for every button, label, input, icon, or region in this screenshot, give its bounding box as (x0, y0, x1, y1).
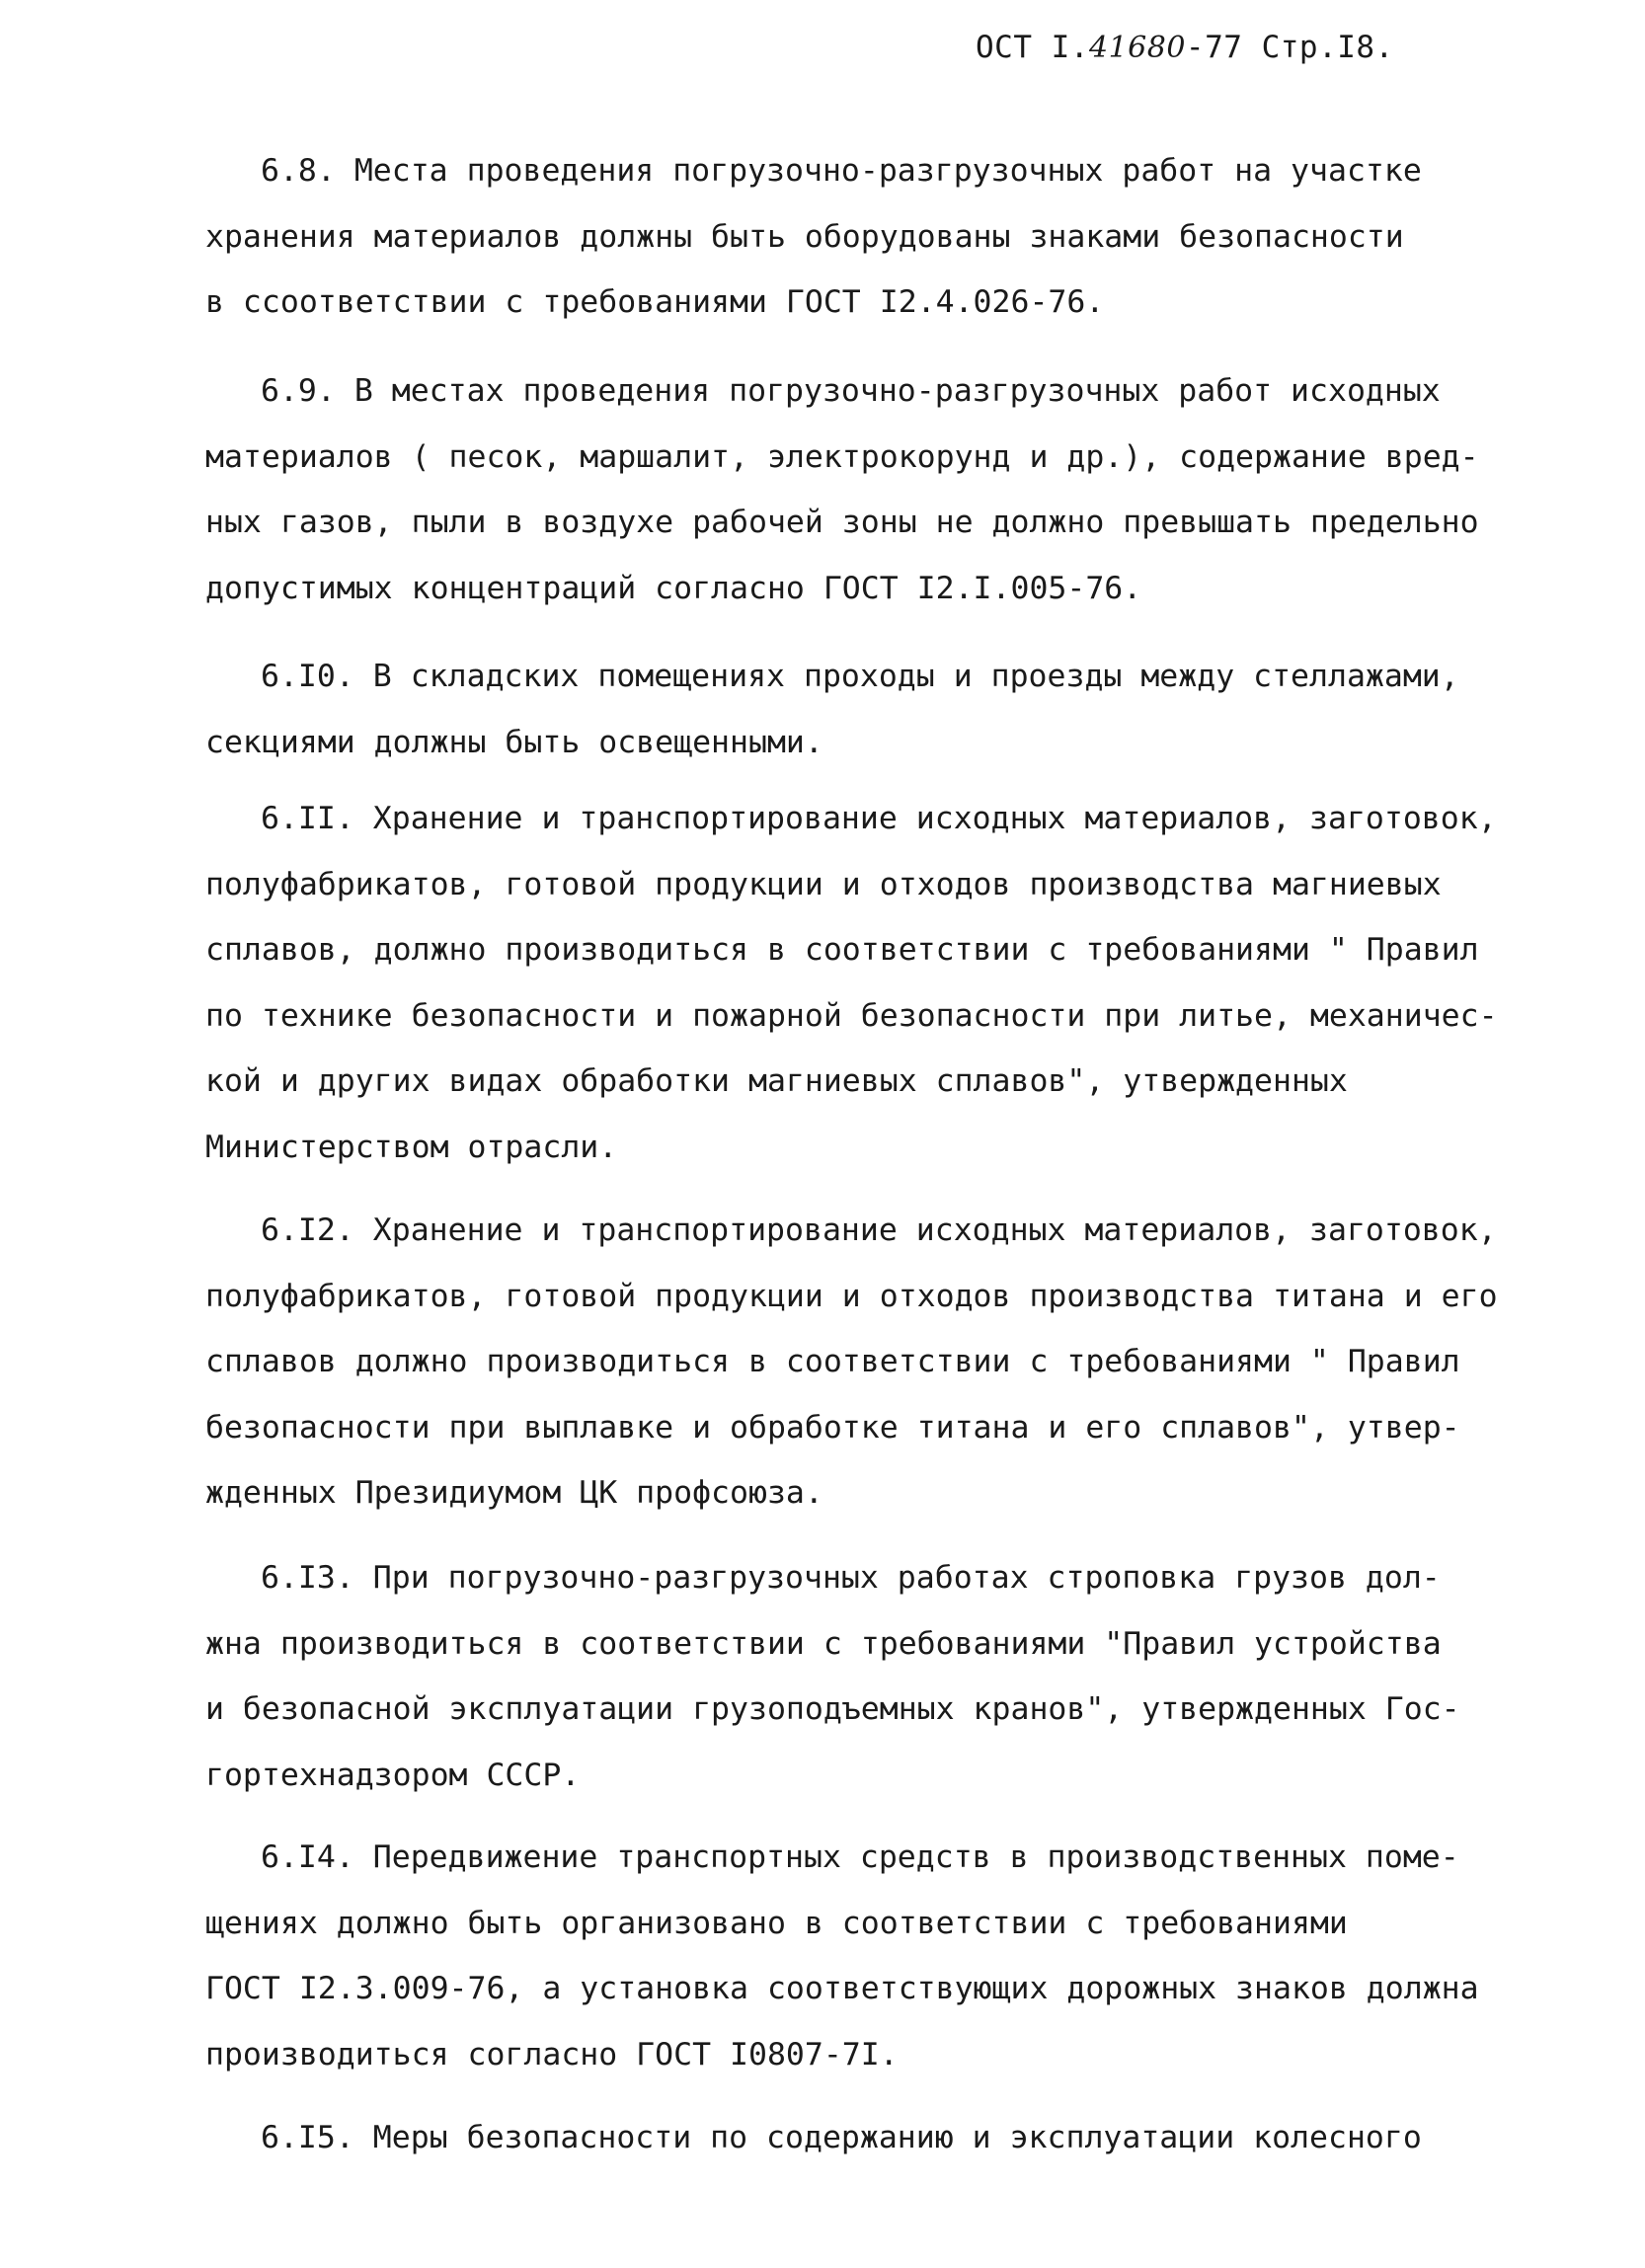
text-line: 6.9. В местах проведения погрузочно-разгрузочных работ исходных (261, 373, 1441, 409)
text-line: жденных Президиумом ЦК профсоюза. (205, 1475, 823, 1511)
text-line: сплавов должно производиться в соответствии с требованиями " Правил (205, 1344, 1460, 1379)
paragraph-6-15 (205, 2105, 1422, 2171)
paragraph-6-11 (205, 786, 1498, 1180)
text-line: Министерством отрасли. (205, 1129, 618, 1165)
text-line: жна производиться в соответствии с требованиями "Правил устройства (205, 1625, 1442, 1662)
text-line: допустимых концентраций согласно ГОСТ I2.I.005-76. (205, 570, 1142, 606)
text-line: 6.I0. В складских помещениях проходы и проезды между стеллажами, (261, 659, 1459, 694)
paragraph-6-13 (205, 1545, 1460, 1808)
page-header (976, 30, 1394, 65)
handwritten-standard-number: 41680 (1088, 31, 1186, 65)
paragraph-6-9 (205, 358, 1479, 621)
text-line: гортехнадзором СССР. (205, 1757, 581, 1793)
header-prefix: ОСТ I. (976, 30, 1089, 65)
text-line: 6.8. Места проведения погрузочно-разгрузочных работ на участке (261, 153, 1422, 189)
text-line: 6.I4. Передвижение транспортных средств в производственных поме- (261, 1839, 1459, 1875)
paragraph-6-12 (205, 1198, 1498, 1526)
text-line: производиться согласно ГОСТ I0807-7I. (205, 2036, 899, 2072)
text-line: 6.II. Хранение и транспортирование исходных материалов, заготовок, (261, 801, 1497, 836)
text-line: кой и других видах обработки магниевых сплавов", утвержденных (205, 1063, 1348, 1099)
text-line: сплавов, должно производиться в соответствии с требованиями " Правил (205, 932, 1479, 968)
text-line: и безопасной эксплуатации грузоподъемных кранов", утвержденных Гос- (205, 1691, 1460, 1727)
text-line: щениях должно быть организовано в соответствии с требованиями (205, 1905, 1348, 1941)
header-suffix: -77 Стр.I8. (1185, 30, 1394, 65)
text-line: в ссоответствии с требованиями ГОСТ I2.4.026-76. (205, 284, 1105, 320)
text-line: 6.I2. Хранение и транспортирование исходных материалов, заготовок, (261, 1212, 1497, 1248)
text-line: ных газов, пыли в воздухе рабочей зоны не должно превышать предельно (205, 505, 1479, 540)
paragraph-6-10 (205, 644, 1459, 775)
text-line: 6.I3. При погрузочно-разгрузочных работах строповка грузов дол- (261, 1560, 1441, 1596)
text-line: по технике безопасности и пожарной безопасности при литье, механичес- (205, 997, 1498, 1034)
text-line: секциями должны быть освещенными. (205, 724, 823, 760)
paragraph-6-14 (205, 1825, 1479, 2087)
text-line: материалов ( песок, маршалит, электрокорунд и др.), содержание вред- (205, 438, 1479, 475)
text-line: ГОСТ I2.3.009-76, а установка соответствующих дорожных знаков должна (205, 1971, 1479, 2006)
text-line: безопасности при выплавке и обработке титана и его сплавов", утвер- (205, 1409, 1460, 1446)
text-line: 6.I5. Меры безопасности по содержанию и эксплуатации колесного (261, 2120, 1422, 2155)
paragraph-6-8 (205, 138, 1422, 336)
text-line: полуфабрикатов, готовой продукции и отходов производства магниевых (205, 866, 1442, 902)
text-line: полуфабрикатов, готовой продукции и отходов производства титана и его (205, 1278, 1498, 1314)
text-line: хранения материалов должны быть оборудованы знаками безопасности (205, 218, 1404, 255)
